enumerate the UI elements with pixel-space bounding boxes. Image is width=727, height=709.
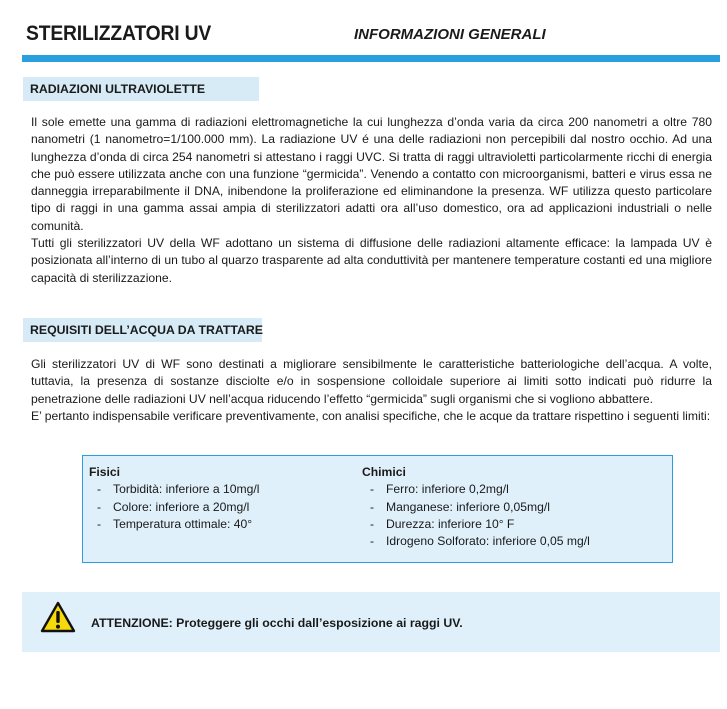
- header-rule: [22, 55, 720, 62]
- uv-section-body: [31, 114, 712, 287]
- physical-limits: [89, 464, 259, 533]
- chemical-limits-list: [362, 481, 590, 550]
- water-paragraph-2: E’ pertanto indispensabile verificare preventivamente, con analisi specifiche, che le acque da trattare rispettino i seguenti limiti:: [31, 408, 711, 423]
- warning-box: [22, 592, 720, 652]
- list-item: - Durezza: inferiore 10° F: [370, 516, 515, 531]
- list-item: - Temperatura ottimale: 40°: [97, 516, 253, 531]
- list-item: - Colore: inferiore a 20mg/l: [97, 499, 250, 514]
- document-title: STERILIZZATORI UV: [26, 22, 212, 45]
- section-label-water: REQUISITI DELL’ACQUA DA TRATTARE: [23, 318, 262, 342]
- physical-limits-list: [89, 481, 259, 533]
- uv-paragraph-2: Tutti gli sterilizzatori UV della WF adottano un sistema di diffusione delle radiazioni altamente efficace: la lampada UV è posizionata all’interno di un tubo al quarzo trasparente ad alta conduttività per mantenere temperature costanti ed una migliore capacità di sterilizzazione.: [31, 236, 712, 285]
- list-item: - Idrogeno Solforato: inferiore 0,05 mg/l: [370, 534, 590, 549]
- chemical-limits-title: Chimici: [362, 465, 406, 479]
- physical-limits-title: Fisici: [89, 465, 121, 479]
- water-section-body: [31, 356, 712, 425]
- warning-triangle-icon: [40, 601, 76, 633]
- page-header: [26, 22, 720, 50]
- list-item: - Manganese: inferiore 0,05mg/l: [370, 499, 550, 514]
- chemical-limits: [362, 464, 590, 550]
- list-item: - Ferro: inferiore 0,2mg/l: [370, 482, 509, 497]
- water-paragraph-1: Gli sterilizzatori UV di WF sono destinati a migliorare sensibilmente le caratteristiche batteriologiche dell’acqua. A volte, tuttavia, la presenza di sostanze disciolte e/o in sospensione colloidale superiore ai limiti sotto indicati può ridurre la penetrazione delle radiazioni UV nell’acqua riducendo l’effetto “germicida” sugli organismi che si vogliono abbattere.: [31, 357, 712, 406]
- list-item: - Torbidità: inferiore a 10mg/l: [97, 482, 260, 497]
- section-label-uv: RADIAZIONI ULTRAVIOLETTE: [23, 77, 259, 101]
- limits-box: [82, 455, 673, 563]
- uv-paragraph-1: Il sole emette una gamma di radiazioni elettromagnetiche la cui lunghezza d’onda varia da circa 200 nanometri a oltre 780 nanometri (1 nanometro=1/100.000 mm). La radiazione UV é una delle radiazioni non percepibili dal nostro occhio. Ad una lunghezza d’onda di circa 254 nanometri si attestano i raggi UVC. Si tratta di raggi ultravioletti particolarmente ricchi di energia che può essere utilizzata anche con una funzione “germicida”. Venendo a contatto con microorganismi, batteri e virus essa ne danneggia irreparabilmente il DNA, inibendone la proliferazione ed eliminandone la presenza. WF utilizza questo particolare tipo di raggi in una gamma assai ampia di sterilizzatori adatti ora all’uso domestico, ora ad applicazioni industriali o nelle comunità.: [31, 115, 712, 233]
- warning-text: ATTENZIONE: Proteggere gli occhi dall’esposizione ai raggi UV.: [91, 616, 463, 630]
- document-section-title: INFORMAZIONI GENERALI: [354, 26, 546, 43]
